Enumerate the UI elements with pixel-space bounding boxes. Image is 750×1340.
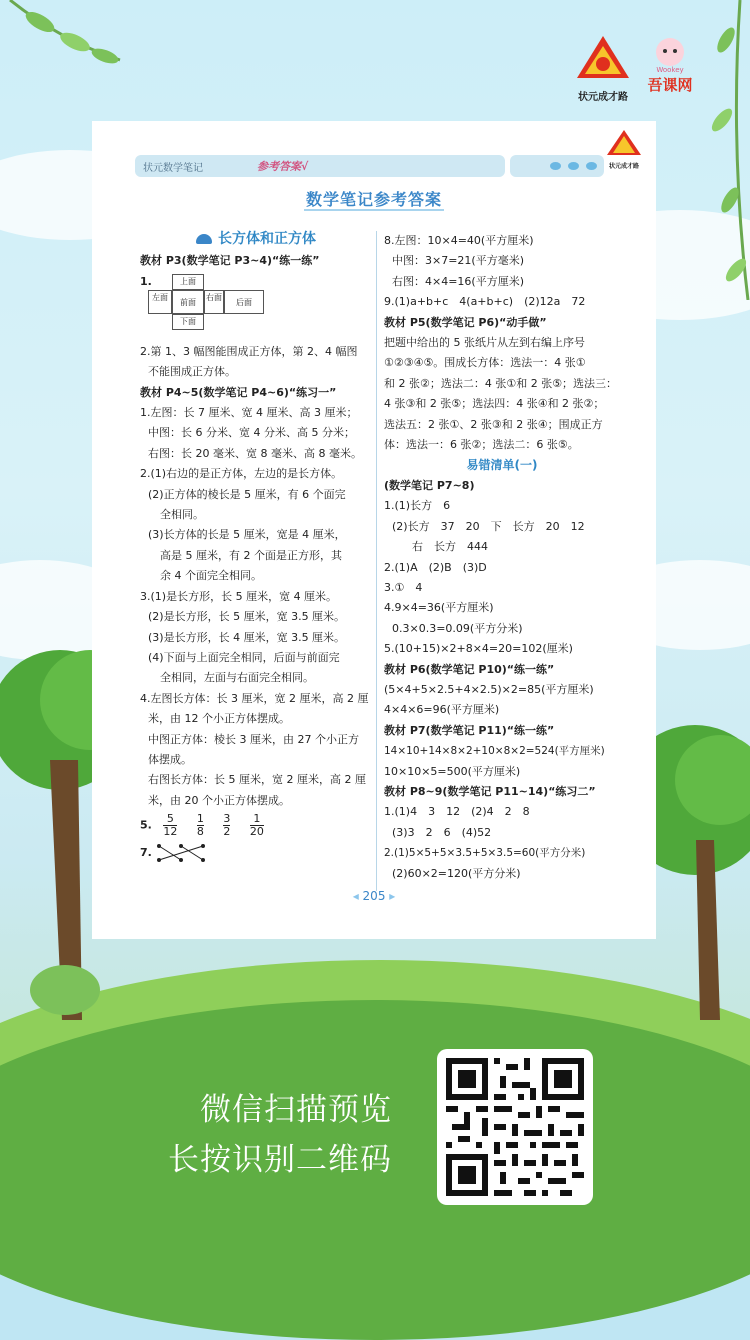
answer-line: 1.(1)4 3 12 (2)4 2 8 [384, 805, 530, 819]
answer-line: (5×4+5×2.5+4×2.5)×2=85(平方厘米) [384, 682, 594, 696]
qr-code[interactable] [437, 1049, 593, 1205]
net-top: 上面 [172, 274, 204, 290]
answer-line: (2)正方体的棱长是 5 厘米，有 6 个面完 [148, 487, 346, 501]
page-header-decoration [510, 155, 604, 177]
answer-line: (3)长方体的长是 5 厘米，宽是 4 厘米， [148, 528, 346, 542]
brand-right-tag: Wookey [656, 66, 684, 74]
answer-line: 体：选法一：6 张②；选法二：6 张⑤。 [384, 438, 579, 452]
question-number: 7. [140, 846, 152, 860]
small-logo-text: 状元成才路 [608, 163, 639, 170]
answer-line: 把题中给出的 5 张纸片从左到右编上序号 [384, 336, 585, 350]
triangle-logo-icon [606, 129, 642, 157]
matching-answer [140, 843, 372, 867]
answer-line: (2)60×2=120(平方分米) [392, 866, 521, 880]
answer-line: (3)3 2 6 (4)52 [392, 825, 492, 839]
answer-line: 不能围成正方体。 [148, 365, 236, 379]
answer-line: 2.第 1、3 幅图能围成正方体，第 2、4 幅图 [140, 344, 358, 358]
answer-line: 右图：4×4=16(平方厘米) [392, 274, 525, 288]
series-name: 状元数学笔记 [143, 163, 203, 174]
page-number: ◂ 205 ▸ [352, 889, 396, 903]
fraction: $\frac{3}{2}$ [223, 812, 231, 839]
answer-line: 中图正方体：棱长 3 厘米，由 27 个小正方 [148, 732, 359, 746]
qr-code-icon [446, 1058, 584, 1196]
answer-line: 右图长方体：长 5 厘米，宽 2 厘米，高 2 厘 [148, 773, 366, 787]
answer-line: 2.(1)右边的是正方体，左边的是长方体。 [140, 467, 343, 481]
answer-line: 1.(1)长方 6 [384, 499, 451, 513]
exercise-heading: 教材 P8~9(数学笔记 P11~14)“练习二” [384, 784, 596, 798]
dot-icon [586, 162, 597, 170]
left-column: 长方体和正方体 教材 P3(数学笔记 P3~4)“练一练” 1. 上面 左面 前面 右面 后面 下面 2.第 1、3 幅图能围成正方体，第 2、4 幅图 不能围成正方体。 教材 P4~5(数学笔记 P4~6)“练习一” 1.左图：长 7 厘米、宽 4 厘米、高 3 厘米； 中图：长 6 分米、宽 4 分米、高 5 分米； 右图：长 20 毫米、宽 8 毫米、高 8 毫米。 2.(1)右边的是正方体，左边的是长方体。 (2)正方体的棱长是 5 厘米，有 6 个面完 全相同。 (3)长方体的长是 5 厘米，宽是 4 厘米， 高是 5 厘米，有 2 个面是正方形，其 余 4 个面完全相同。 3.(1)是长方形，长 5 厘米，宽 4 厘米。 (2)是长方形，长 5 厘米，宽 3.5 厘米。 (3)是长方形，长 4 厘米，宽 3.5 厘米。 (4)下面与上面完全相同，后面与前面完 全相同，左面与右面完全相同。 4.左图长方体：长 3 厘米，宽 2 厘米，高 2 厘 米，由 12 个小正方体摆成。 中图正方体：棱长 3 厘米，由 27 个小正方 体摆成。 右图长方体：长 5 厘米，宽 2 厘米，高 2 厘 米，由 20 个小正方体摆成。 5. $\frac{5}{12}$ $\frac{1}{8}$ $\frac{3}{2}$ $\frac{1}{20}$ 7. [140, 229, 372, 867]
section-subtitle: 易错清单(一) [466, 458, 538, 473]
exercise-heading: 教材 P5(数学笔记 P6)“动手做” [384, 315, 547, 329]
fraction: $\frac{1}{8}$ [196, 812, 204, 839]
answer-line: 中图：3×7=21(平方毫米) [392, 254, 525, 268]
answer-line: 高是 5 厘米，有 2 个面是正方形，其 [160, 548, 342, 562]
vine-left-decoration [0, 0, 140, 120]
fraction: $\frac{1}{20}$ [249, 812, 264, 839]
answer-line: 2.(1)5×5+5×3.5+5×3.5=60(平方分米) [384, 847, 586, 860]
answer-line: 2.(1)A (2)B (3)D [384, 560, 487, 574]
answers-tag: 参考答案√ [257, 160, 309, 173]
answer-line: 4.左图长方体：长 3 厘米，宽 2 厘米，高 2 厘 [140, 691, 369, 705]
section-title: 长方体和正方体 [140, 229, 372, 249]
scan-instruction-line1: 微信扫描预览 [200, 1092, 392, 1128]
answer-line: 0.3×0.3=0.09(平方分米) [392, 621, 523, 635]
answer-line: 4×4×6=96(平方厘米) [384, 703, 500, 717]
answer-line: 选法五：2 张①、2 张③和 2 张④；围成正方 [384, 417, 603, 431]
chevron-right-icon: ▸ [389, 889, 396, 903]
answer-line: (3)是长方形，长 4 厘米，宽 3.5 厘米。 [148, 630, 346, 644]
answer-line: 8.左图：10×4=40(平方厘米) [384, 234, 534, 247]
answer-line: 中图：长 6 分米、宽 4 分米、高 5 分米； [148, 426, 355, 440]
net-front: 前面 [172, 290, 204, 314]
answer-line: 体摆成。 [148, 752, 192, 766]
scan-instruction-line2: 长按识别二维码 [168, 1142, 392, 1178]
page-header-bar [135, 155, 505, 177]
answer-line: 14×10+14×8×2+10×8×2=524(平方厘米) [384, 745, 605, 758]
answer-line: (4)下面与上面完全相同，后面与前面完 [148, 650, 340, 664]
page-title: 数学笔记参考答案 [305, 190, 442, 209]
answer-line: 3.① 4 [384, 580, 423, 594]
answer-line: 9.(1)a+b+c 4(a+b+c) (2)12a 72 [384, 295, 586, 309]
answer-line: ①②③④⑤。围成长方体：选法一：4 张① [384, 356, 586, 370]
net-bottom: 下面 [172, 314, 204, 330]
answer-line: (2)长方 37 20 下 长方 20 12 [392, 519, 585, 533]
answer-line: 3.(1)是长方形，长 5 厘米，宽 4 厘米。 [140, 589, 338, 603]
exercise-heading: (数学笔记 P7~8) [384, 478, 475, 492]
answer-line: 全相同。 [160, 508, 204, 522]
answer-line: 米，由 20 个小正方体摆成。 [148, 793, 290, 807]
cube-net-diagram [140, 274, 372, 338]
brand-right-logo [638, 34, 702, 95]
triangle-logo-icon [575, 34, 631, 82]
title-underline [304, 209, 444, 211]
exercise-heading: 教材 P7(数学笔记 P11)“练一练” [384, 723, 555, 737]
dot-icon [568, 162, 579, 170]
exercise-heading: 教材 P3(数学笔记 P3~4)“练一练” [140, 254, 320, 268]
answer-line: 和 2 张②；选法二：4 张①和 2 张⑤；选法三： [384, 376, 618, 390]
bush [30, 965, 100, 1015]
matching-lines-diagram [155, 843, 207, 863]
brand-right-name: 吾课网 [647, 76, 693, 94]
answer-line: 右 长方 444 [412, 540, 488, 554]
small-brand-logo [606, 129, 642, 170]
fraction-answers [140, 813, 372, 843]
brand-left-name: 状元成才路 [578, 92, 628, 103]
answer-line: 余 4 个面完全相同。 [160, 569, 262, 583]
answer-line: 右图：长 20 毫米、宽 8 毫米、高 8 毫米。 [148, 446, 362, 460]
answer-line: 全相同，左面与右面完全相同。 [160, 671, 314, 685]
right-column [384, 231, 620, 884]
chevron-left-icon: ◂ [352, 889, 359, 903]
exercise-heading: 教材 P6(数学笔记 P10)“练一练” [384, 662, 555, 676]
answer-line: 10×10×5=500(平方厘米) [384, 764, 521, 778]
question-number: 5. [140, 818, 152, 832]
net-left: 左面 [148, 290, 172, 314]
column-divider [376, 231, 377, 891]
answer-line: (2)是长方形，长 5 厘米，宽 3.5 厘米。 [148, 610, 346, 624]
section-title-icon [196, 234, 212, 244]
answer-line: 1.左图：长 7 厘米、宽 4 厘米、高 3 厘米； [140, 406, 358, 420]
document-page [92, 121, 656, 939]
net-back: 后面 [224, 290, 264, 314]
brand-left-logo [575, 34, 631, 103]
answer-line: 米，由 12 个小正方体摆成。 [148, 712, 290, 726]
net-right: 右面 [204, 290, 224, 314]
exercise-heading: 教材 P4~5(数学笔记 P4~6)“练习一” [140, 385, 337, 399]
answer-line: 4 张③和 2 张⑤；选法四：4 张④和 2 张②； [384, 397, 605, 411]
answer-line: 4.9×4=36(平方厘米) [384, 601, 494, 615]
dot-icon [550, 162, 561, 170]
rabbit-mascot-icon [650, 34, 690, 68]
answer-line: 5.(10+15)×2+8×4=20=102(厘米) [384, 642, 573, 656]
fraction: $\frac{5}{12}$ [163, 812, 178, 839]
